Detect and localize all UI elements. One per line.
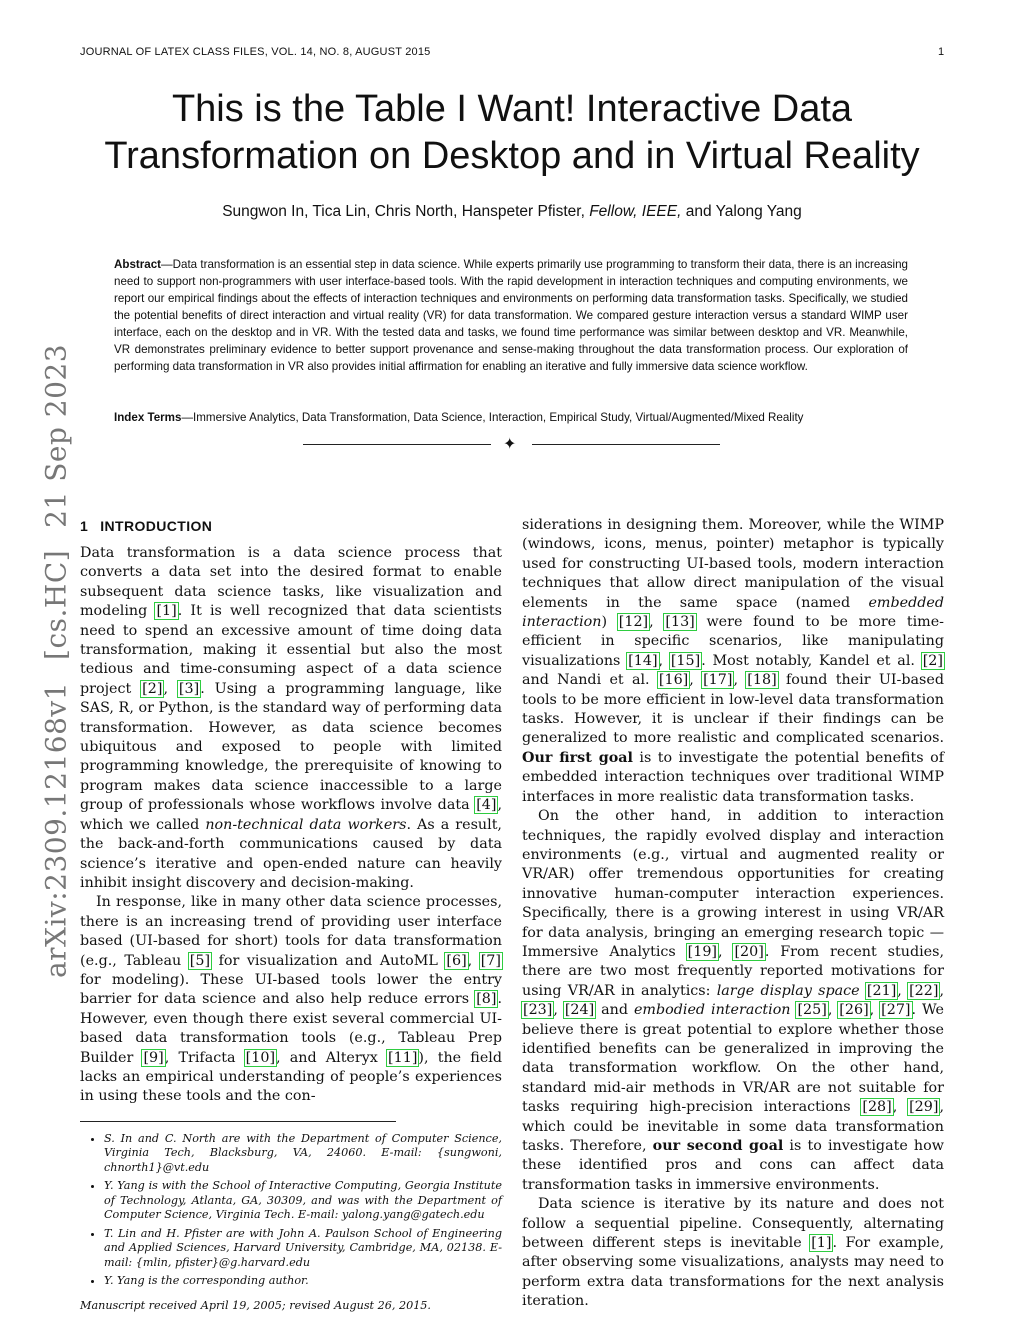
- citation-link[interactable]: [28]: [862, 1099, 892, 1116]
- arxiv-id[interactable]: arXiv:2309.12168v1: [39, 681, 73, 979]
- intro-paragraph-4: On the other hand, in addition to interaction techniques, the rapidly evolved display and interaction environments (e.g., virtual and augmented reality or VR/AR) offer tremendous opportunities for creating innovative human-computer interaction experiences. Specifically, there is a growing interest in using VR/AR for data analysis, bringing an emerging research topic — Immersive Analytics [19], [20]. From recent studies, there are two most frequently reported motivations for using VR/AR in analytics: large display space [21], [22], [23], [24] and embodied interaction [25], [26], [27]. We believe there is great potential to explore whether those identified benefits can be generalized in improving the data transformation workflow. On the other hand, standard mid-air methods in VR/AR are not suitable for tasks requiring high-precision interactions [28], [29], which could be inevitable in some data transformation tasks. Therefore, our second goal is to investigate how these identified pros and cons can affect data transformation tasks in immersive environments.: [522, 808, 945, 1193]
- index-terms-text: —Immersive Analytics, Data Transformation, Data Science, Interaction, Empirical Study, Virtual/Augmented/Mixed Reality: [181, 411, 804, 424]
- citation-link[interactable]: [12]: [618, 614, 649, 631]
- intro-paragraph-3: siderations in designing them. Moreover, while the WIMP (windows, icons, menus, pointer) metaphor is typically used for constructing UI-based tools, modern interaction techniques that allow direct manipulation of the visual elements in the same space (named embedded interaction) [12], [13] were found to be more time-efficient in specific scenarios, like manipulating visualizations [14], [15]. Most notably, Kandel et al. [2] and Nandi et al. [16], [17], [18] found their UI-based tools to be more efficient in low-level data transformation tasks. However, it is unclear if their findings can be generalized to more realistic and complicated scenarios. Our first goal is to investigate the potential benefits of embedded interaction techniques over traditional WIMP interfaces in more realistic data transformation tasks.: [522, 517, 944, 805]
- left-column: [80, 516, 502, 1313]
- footnote-item: • Y. Yang is the corresponding author.: [104, 1274, 502, 1289]
- section-title: INTRODUCTION: [100, 518, 213, 534]
- citation-link[interactable]: [2]: [922, 652, 943, 669]
- separator-diamond-icon: ✦: [503, 434, 517, 453]
- intro-paragraph-2: In response, like in many other data science processes, there is an increasing trend of providing user interface based (UI-based for short) tools for data transformation (e.g., Tableau [5] for visualization and AutoML [6], [7] for modeling). These UI-based tools lower the entry barrier for data science and also help reduce errors [8]. However, even though there exist several commercial UI-based data transformation tools (e.g., Tableau Prep Builder [9], Trifacta [10], and Alteryx [11]), the field lacks an empirical understanding of people’s experiences in using these tools and the con-: [80, 894, 502, 1105]
- citation-link[interactable]: [4]: [476, 797, 497, 814]
- citation-link[interactable]: [29]: [909, 1099, 939, 1116]
- citation-link[interactable]: [3]: [178, 680, 200, 697]
- citation-link[interactable]: [27]: [881, 1002, 911, 1019]
- citation-link[interactable]: [5]: [189, 952, 211, 969]
- author-list: [40, 203, 984, 221]
- citation-link[interactable]: [11]: [388, 1049, 418, 1066]
- title-line-2: Transformation on Desktop and in Virtual Reality: [104, 135, 920, 177]
- manuscript-note: Manuscript received April 19, 2005; revised August 26, 2015.: [80, 1298, 431, 1312]
- citation-link[interactable]: [18]: [747, 672, 777, 689]
- citation-link[interactable]: [16]: [658, 672, 689, 689]
- index-terms-label: Index Terms: [114, 411, 182, 424]
- separator-line-left: [303, 444, 491, 445]
- running-head: JOURNAL OF LATEX CLASS FILES, VOL. 14, NO. 8, AUGUST 2015: [80, 46, 431, 58]
- footnote-item: • T. Lin and H. Pfister are with John A. Paulson School of Engineering and Applied Sciences, Harvard University, Cambridge, MA, 02138. E-mail: {mlin, pfister}@g.harvard.edu: [104, 1227, 502, 1271]
- intro-paragraph-5: Data science is iterative by its nature and does not follow a sequential pipeline. Consequently, alternating between different steps is inevitable [1]. For example, after observing some visualizations, analysts may need to perform extra data transformations for the next analysis iteration.: [522, 1196, 944, 1310]
- title-line-1: This is the Table I Want! Interactive Data: [171, 88, 853, 130]
- author-names: Sungwon In, Tica Lin, Chris North, Hanspeter Pfister,: [222, 203, 585, 220]
- citation-link[interactable]: [9]: [143, 1049, 164, 1066]
- citation-link[interactable]: [15]: [670, 652, 701, 669]
- author-affiliation-title: Fellow, IEEE,: [589, 203, 682, 220]
- citation-link[interactable]: [21]: [866, 982, 897, 999]
- arxiv-stamp: [40, 322, 73, 978]
- citation-link[interactable]: [24]: [564, 1002, 595, 1019]
- citation-link[interactable]: [2]: [142, 680, 163, 697]
- citation-link[interactable]: [22]: [909, 982, 939, 999]
- separator-line-right: [532, 444, 720, 445]
- citation-link[interactable]: [19]: [687, 943, 718, 960]
- citation-link[interactable]: [7]: [480, 952, 501, 969]
- index-terms: [114, 411, 908, 424]
- footnote-item: • Y. Yang is with the School of Interactive Computing, Georgia Institute of Technology, Atlanta, GA, 30309, and was with the Department of Computer Science, Virginia Tech. E-mail: yalong.yang@gatech.edu: [104, 1179, 502, 1223]
- right-column: [522, 516, 944, 1312]
- section-number: 1: [80, 518, 89, 534]
- arxiv-category: [cs.HC]: [39, 549, 73, 660]
- abstract-text: —Data transformation is an essential step in data science. While experts primarily use programming to transform their data, there is an increasing need to support non-programmers with user interface-based tools. With the rapid development in interaction techniques and computing environments, we report our empirical findings about the effects of interaction techniques and environments on performing data transformation tasks. Specifically, we studied the potential benefits of direct interaction and virtual reality (VR) for data transformation. We compared gesture interaction versus a standard WIMP user interface, each on the desktop and in VR. With the tested data and tasks, we found time performance was similar between desktop and VR. Meanwhile, VR demonstrates preliminary evidence to better support provenance and sense-making throughout the data transformation process. Our exploration of performing data transformation in VR also provides initial affirmation for enabling an iterative and fully immersive data science workflow.: [114, 258, 908, 373]
- arxiv-date: 21 Sep 2023: [39, 343, 73, 528]
- section-heading: [80, 516, 502, 536]
- footnotes: [80, 1132, 502, 1314]
- citation-link[interactable]: [1]: [156, 603, 177, 620]
- citation-link[interactable]: [8]: [476, 991, 497, 1008]
- citation-link[interactable]: [13]: [665, 614, 695, 631]
- citation-link[interactable]: [10]: [245, 1049, 276, 1066]
- paper-title: [40, 86, 984, 180]
- citation-link[interactable]: [14]: [628, 652, 658, 669]
- author-last: and Yalong Yang: [685, 203, 802, 220]
- citation-link[interactable]: [17]: [703, 672, 733, 689]
- intro-paragraph-1: Data transformation is a data science process that converts a data set into the desired format to enable subsequent data science tasks, like visualization and modeling [1]. It is well recognized that data scientists need to spend an excessive amount of time doing data transformation, making it essential but also the most tedious and time-consuming aspect of a data science project [2], [3]. Using a programming language, like SAS, R, or Python, is the standard way of performing data transformation. However, as data science becomes ubiquitous and exposed to people with limited programming knowledge, the prerequisite of knowing to program makes data science inaccessible to a large group of professionals whose workflows involve data [4], which we called non-technical data workers. As a result, the back-and-forth communications caused by data science’s iterative and open-ended nature can heavily inhibit insight discovery and decision-making.: [80, 545, 503, 891]
- abstract-label: Abstract: [114, 258, 162, 271]
- footnote-rule: [80, 1121, 396, 1122]
- page-number: 1: [938, 46, 945, 58]
- abstract: [114, 256, 908, 375]
- citation-link[interactable]: [20]: [734, 943, 764, 960]
- citation-link[interactable]: [26]: [839, 1002, 869, 1019]
- citation-link[interactable]: [23]: [523, 1002, 553, 1019]
- footnote-item: • S. In and C. North are with the Department of Computer Science, Virginia Tech, Blacksburg, VA, 24060. E-mail: {sungwoni, chnorth1}@vt.edu: [104, 1132, 502, 1176]
- citation-link[interactable]: [1]: [811, 1235, 832, 1252]
- citation-link[interactable]: [25]: [797, 1002, 827, 1019]
- citation-link[interactable]: [6]: [446, 952, 467, 969]
